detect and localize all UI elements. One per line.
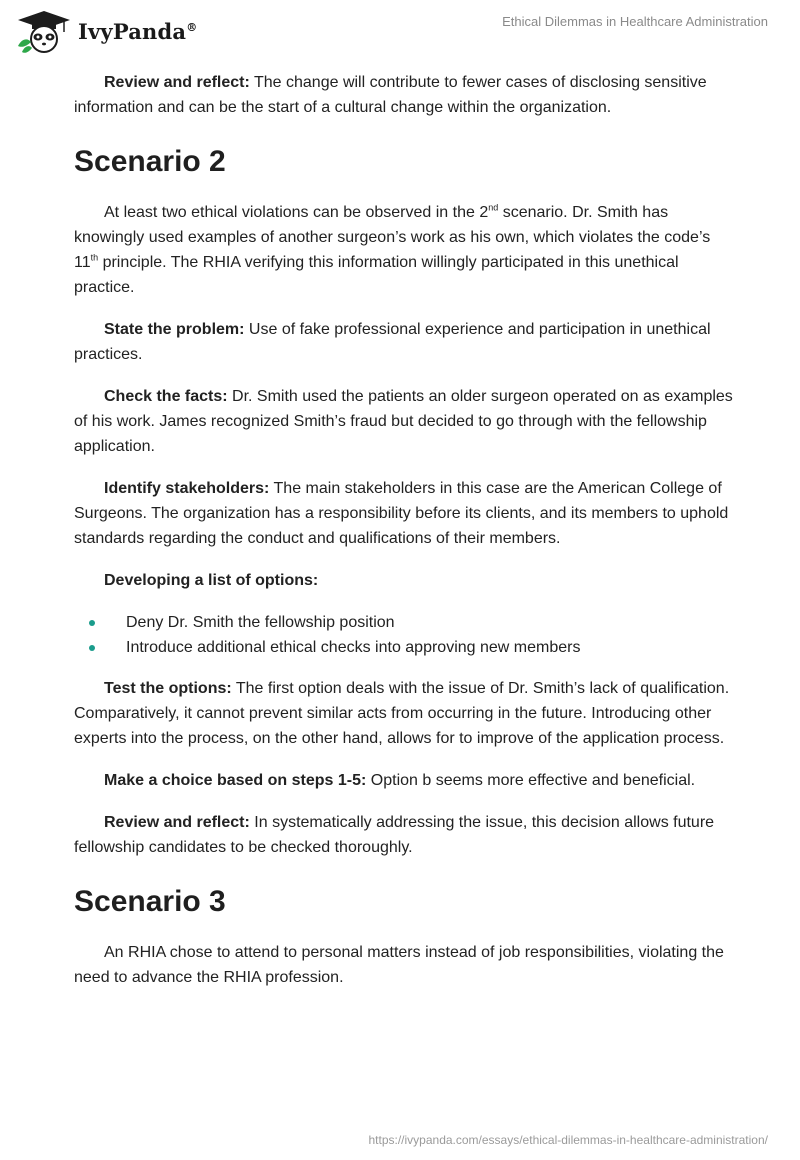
paragraph-label: Review and reflect: (104, 814, 250, 831)
page-header (0, 0, 800, 60)
bullet-icon (89, 645, 95, 651)
review-reflect-paragraph: Review and reflect: The change will contribute to fewer cases of disclosing sensitive information and can be the start of a cultural change within the organization. (74, 74, 707, 116)
panda-graduate-icon (14, 8, 74, 54)
paragraph-label: State the problem: (104, 321, 245, 338)
paragraph-label: Make a choice based on steps 1-5: (104, 772, 367, 789)
scenario-3-paragraph: An RHIA chose to attend to personal matters instead of job responsibilities, violating the need to advance the RHIA profession. (74, 944, 724, 986)
scenario-2-intro: At least two ethical violations can be observed in the 2nd scenario. Dr. Smith has knowingly used examples of another surgeon’s work as his own, which violates the code’s 11th principle. The RHIA verifying this information willingly participated in this unethical practice. (74, 202, 711, 296)
bullet-icon (89, 620, 95, 626)
source-url-link[interactable]: https://ivypanda.com/essays/ethical-dilemmas-in-healthcare-administration/ (368, 1133, 768, 1147)
review-reflect-paragraph-2: Review and reflect: In systematically addressing the issue, this decision allows future fellowship candidates to be checked thoroughly. (74, 814, 715, 856)
logo-wordmark: IvyPanda® (78, 18, 198, 44)
make-choice-paragraph: Make a choice based on steps 1-5: Option b seems more effective and beneficial. (104, 772, 696, 789)
paragraph-label: Developing a list of options: (104, 572, 319, 589)
paragraph-label: Check the facts: (104, 388, 228, 405)
registered-mark: ® (186, 20, 198, 34)
section-heading-scenario-2: Scenario 2 (74, 145, 226, 178)
list-item: Deny Dr. Smith the fellowship position (74, 610, 734, 635)
list-item: Introduce additional ethical checks into approving new members (74, 635, 734, 660)
paragraph-label: Identify stakeholders: (104, 480, 270, 497)
options-paragraph (74, 568, 734, 593)
ivypanda-logo[interactable] (14, 8, 197, 54)
identify-stakeholders-paragraph: Identify stakeholders: The main stakeholders in this case are the American College of Surgeons. The organization has a responsibility before its clients, and its members to uphold standards regarding the conduct and qualifications of their members. (74, 480, 729, 547)
section-heading-scenario-3: Scenario 3 (74, 885, 226, 918)
paragraph-label: Review and reflect: (104, 74, 250, 91)
options-list (74, 610, 734, 660)
paragraph-label: Test the options: (104, 680, 232, 697)
test-options-paragraph: Test the options: The first option deals with the issue of Dr. Smith’s lack of qualification. Comparatively, it cannot prevent similar acts from occurring in the future. Introducing other experts into the process, on the other hand, allows for to improve of the application process. (74, 680, 730, 747)
check-facts-paragraph: Check the facts: Dr. Smith used the patients an older surgeon operated on as examples of his work. James recognized Smith’s fraud but decided to go through with the fellowship application. (74, 388, 733, 455)
state-problem-paragraph: State the problem: Use of fake professional experience and participation in unethical practices. (74, 321, 711, 363)
running-title: Ethical Dilemmas in Healthcare Administration (502, 14, 768, 29)
essay-body (74, 70, 734, 1007)
